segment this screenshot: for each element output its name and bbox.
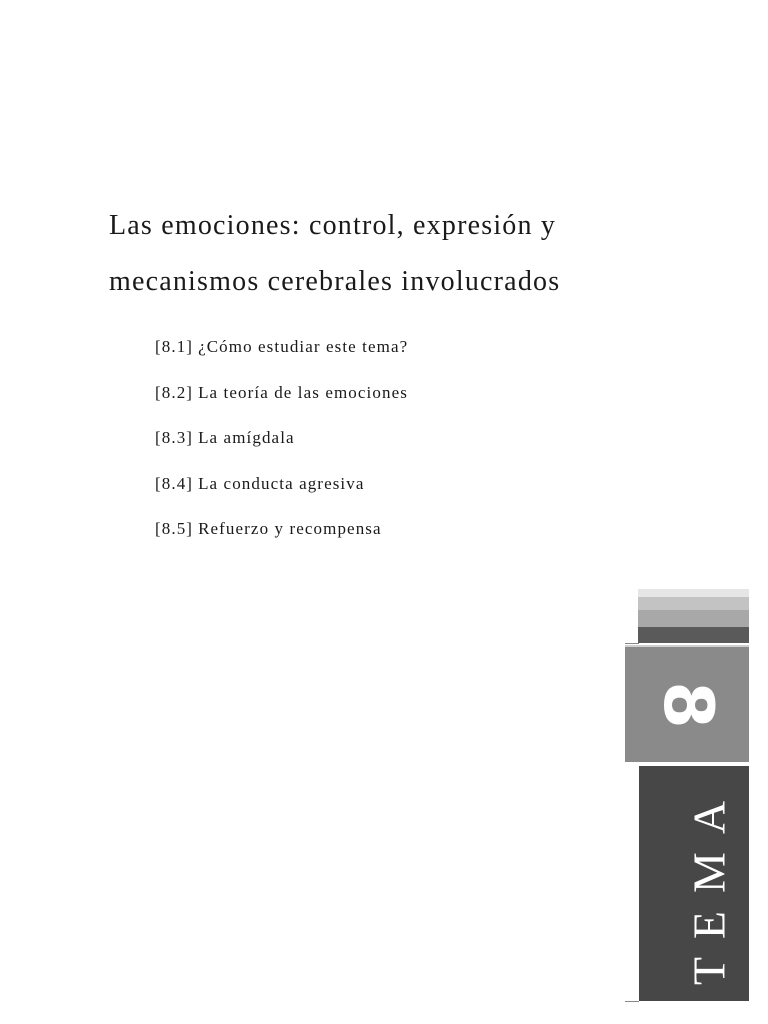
toc-item (155, 461, 408, 507)
toc-item-text: La amígdala (198, 428, 295, 447)
toc-item-number: [8.1] (155, 337, 194, 356)
tab-divider (625, 643, 639, 644)
chapter-title-line-2: mecanismos cerebrales involucrados (109, 266, 561, 297)
toc-item-number: [8.5] (155, 519, 194, 538)
tab-stripe (638, 589, 749, 597)
toc-item-text: ¿Cómo estudiar este tema? (198, 337, 409, 356)
toc-item (155, 324, 408, 370)
chapter-title (109, 198, 729, 310)
toc-item (155, 506, 408, 552)
chapter-label-tab (639, 766, 749, 1001)
toc-item-number: [8.2] (155, 382, 194, 402)
toc-item-number: [8.3] (155, 428, 194, 447)
chapter-label: TEMA (683, 782, 735, 985)
toc-item-text: La teoría de las emociones (198, 382, 408, 402)
table-of-contents (155, 324, 408, 552)
chapter-number: 8 (648, 680, 727, 729)
chapter-title-line-1: Las emociones: control, expresión y (109, 210, 557, 241)
toc-item (155, 370, 408, 416)
chapter-number-tab (625, 645, 749, 762)
tab-stripe (638, 610, 749, 627)
tab-stripe (638, 627, 749, 643)
toc-item (155, 415, 408, 461)
toc-item-number: [8.4] (155, 473, 194, 493)
chapter-tab-stripes (638, 589, 749, 643)
toc-item-text: La conducta agresiva (198, 473, 365, 493)
tab-divider (625, 1001, 639, 1002)
toc-item-text: Refuerzo y recompensa (198, 519, 382, 538)
tab-stripe (638, 597, 749, 610)
